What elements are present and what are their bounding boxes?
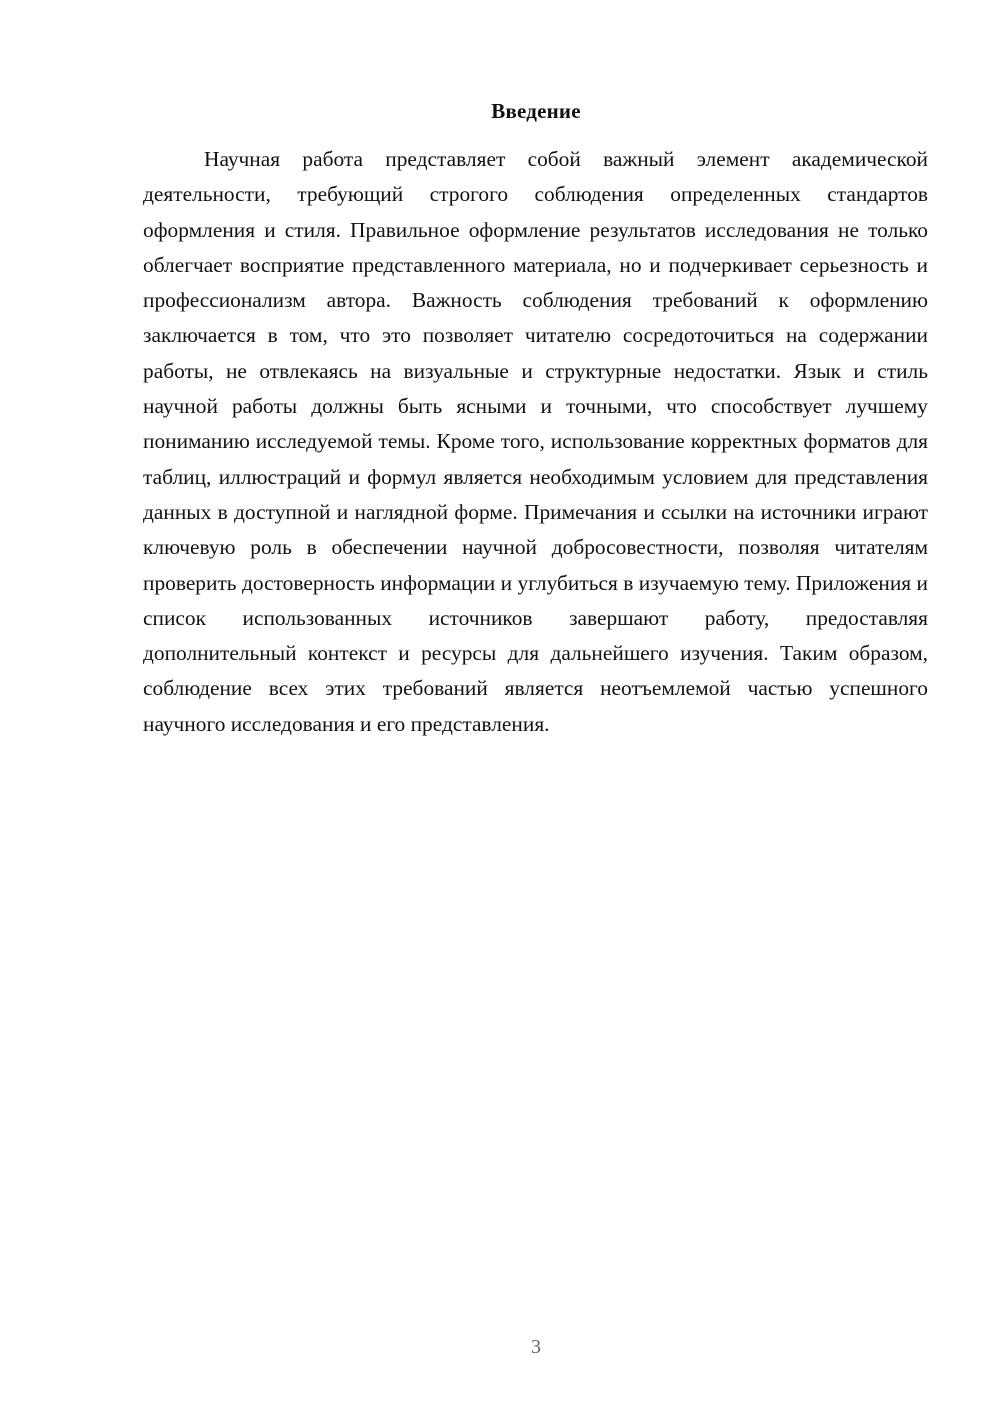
section-heading: Введение [491,99,581,123]
page-number: 3 [531,1336,541,1358]
body-paragraph: Научная работа представляет собой важный элемент академической деятельности, требующий строгого соблюдения определенных стандартов оформления и стиля. Правильное оформление результатов исследования не только облегчает восприятие представленного материала, но и подчеркивает серьезность и профессионализм автора. Важность соблюдения требований к оформлению заключается в том, что это позволяет читателю сосредоточиться на содержании работы, не отвлекаясь на визуальные и структурные недостатки. Язык и стиль научной работы должны быть ясными и точными, что способствует лучшему пониманию исследуемой темы. Кроме того, использование корректных форматов для таблиц, иллюстраций и формул является необходимым условием для представления данных в доступной и наглядной форме. Примечания и ссылки на источники играют ключевую роль в обеспечении научной добросовестности, позволяя читателям проверить достоверность информации и углубиться в изучаемую тему. Приложения и список использованных источников завершают работу, предоставляя дополнительный контекст и ресурсы для дальнейшего изучения. Таким образом, соблюдение всех этих требований является неотъемлемой частью успешного научного исследования и его представления. [143,147,928,736]
